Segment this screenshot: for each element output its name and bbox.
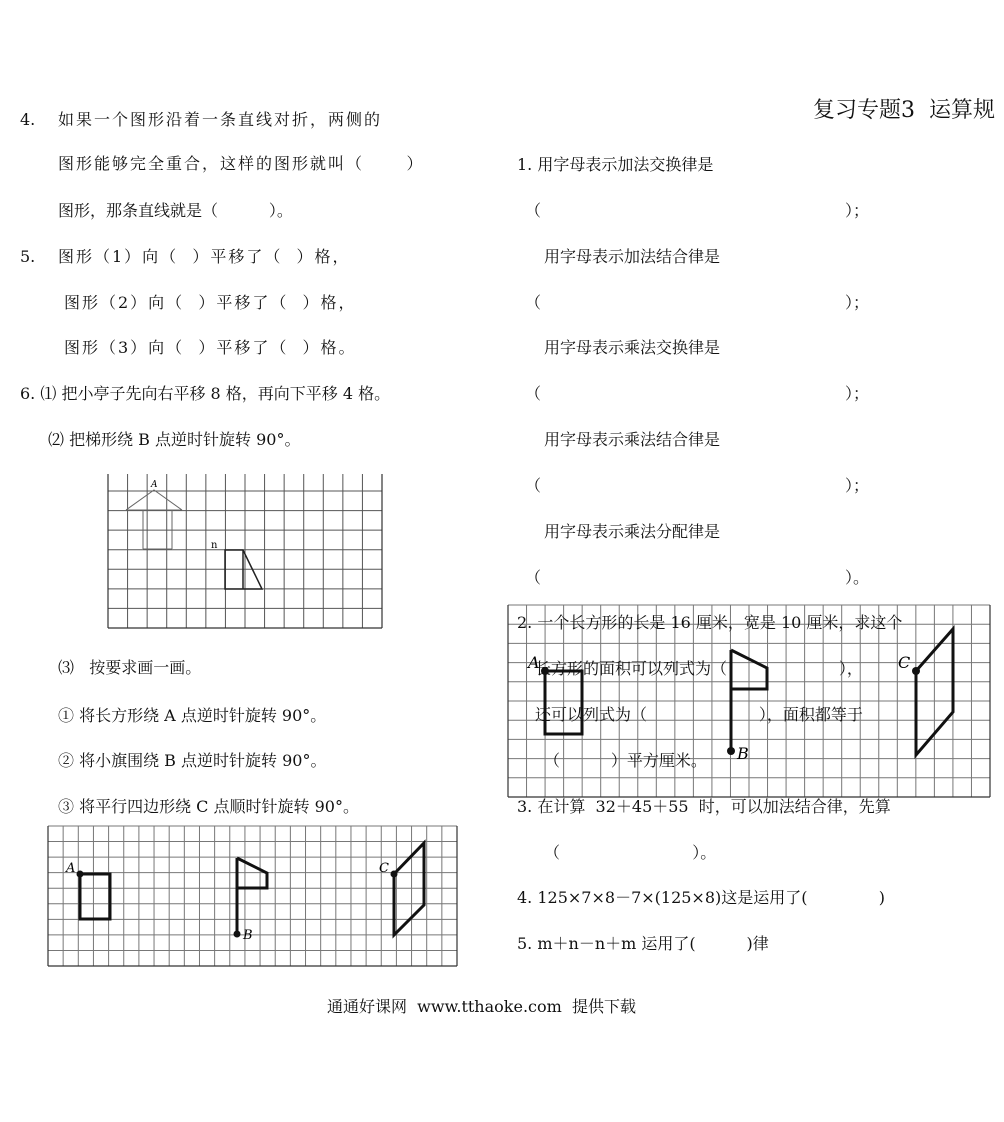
- q4-line3: 图形，那条直线就是（ ）。: [58, 201, 293, 220]
- dup-label-a: A: [528, 653, 540, 672]
- q6-line1: 6. ⑴ 把小亭子先向右平移 8 格，再向下平移 4 格。: [20, 384, 391, 403]
- q6-item1: ① 将长方形绕 A 点逆时针旋转 90°。: [58, 706, 327, 725]
- r-q1-paren-open-3: （: [525, 384, 542, 403]
- fig1-label-a: A: [151, 480, 158, 490]
- fig1-label-n: n: [211, 540, 218, 551]
- point-b-dot-dup: [727, 747, 735, 755]
- r-q3-line2: （ ）。: [544, 843, 717, 862]
- q6-line2: ⑵ 把梯形绕 B 点逆时针旋转 90°。: [48, 430, 301, 449]
- q5-line1: 图形（1）向（ ）平移了（ ）格，: [58, 247, 351, 266]
- fig2-label-b: B: [243, 928, 253, 943]
- r-q3-line1: 3. 在计算 32＋45＋55 时，可以加法结合律，先算: [517, 797, 891, 816]
- q5-line3: 图形（3）向（ ）平移了（ ）格。: [64, 338, 357, 357]
- r-q1-paren-close-4: ）；: [845, 476, 870, 495]
- r-q2-line3: 还可以列式为（ ），面积都等于: [535, 705, 863, 724]
- r-q2-line2: 长方形的面积可以列式为（ ），: [535, 659, 863, 678]
- r-q1-line7: 用字母表示乘法结合律是: [544, 430, 721, 449]
- r-q1-line5: 用字母表示乘法交换律是: [544, 338, 721, 357]
- q5-line2: 图形（2）向（ ）平移了（ ）格，: [64, 293, 357, 312]
- r-q2-line1: 2. 一个长方形的长是 16 厘米，宽是 10 厘米，求这个: [517, 613, 903, 632]
- q4-line1: 如果一个图形沿着一条直线对折，两侧的: [58, 110, 383, 129]
- r-q1-paren-open-1: （: [525, 201, 542, 220]
- r-q1-paren-close-5: ）。: [845, 568, 870, 587]
- r-q2-line4: （ ）平方厘米。: [544, 751, 707, 770]
- q5-number: 5.: [20, 247, 36, 266]
- r-q5: 5. m＋n－n＋m 运用了( )律: [517, 934, 769, 953]
- r-q1-line3: 用字母表示加法结合律是: [544, 247, 721, 266]
- q6-item2: ② 将小旗围绕 B 点逆时针旋转 90°。: [58, 751, 327, 770]
- r-q1-line1: 1. 用字母表示加法交换律是: [517, 155, 714, 174]
- footer-credit: 通通好课网 www.tthaoke.com 提供下载: [327, 997, 636, 1016]
- r-q1-paren-close-2: ）；: [845, 293, 870, 312]
- page-title: 复习专题3 运算规: [813, 98, 995, 123]
- q6-item3: ③ 将平行四边形绕 C 点顺时针旋转 90°。: [58, 797, 359, 816]
- r-q4: 4. 125×7×8－7×(125×8)这是运用了( ): [517, 888, 885, 907]
- q6-sub3: ⑶ 按要求画一画。: [58, 658, 202, 677]
- q4-number: 4.: [20, 110, 36, 129]
- r-q1-paren-close-3: ）；: [845, 384, 870, 403]
- r-q1-paren-open-2: （: [525, 293, 542, 312]
- q4-line2: 图形能够完全重合，这样的图形就叫（ ）: [58, 154, 425, 173]
- dup-label-b: B: [737, 744, 749, 763]
- r-q1-paren-open-5: （: [525, 568, 542, 587]
- r-q1-paren-open-4: （: [525, 476, 542, 495]
- r-q1-line9: 用字母表示乘法分配律是: [544, 522, 721, 541]
- fig2-label-a: A: [66, 861, 76, 876]
- r-q1-paren-close-1: ）；: [845, 201, 870, 220]
- point-c-dot-dup: [912, 667, 920, 675]
- fig2-label-c: C: [379, 861, 389, 876]
- dup-label-c: C: [898, 653, 911, 672]
